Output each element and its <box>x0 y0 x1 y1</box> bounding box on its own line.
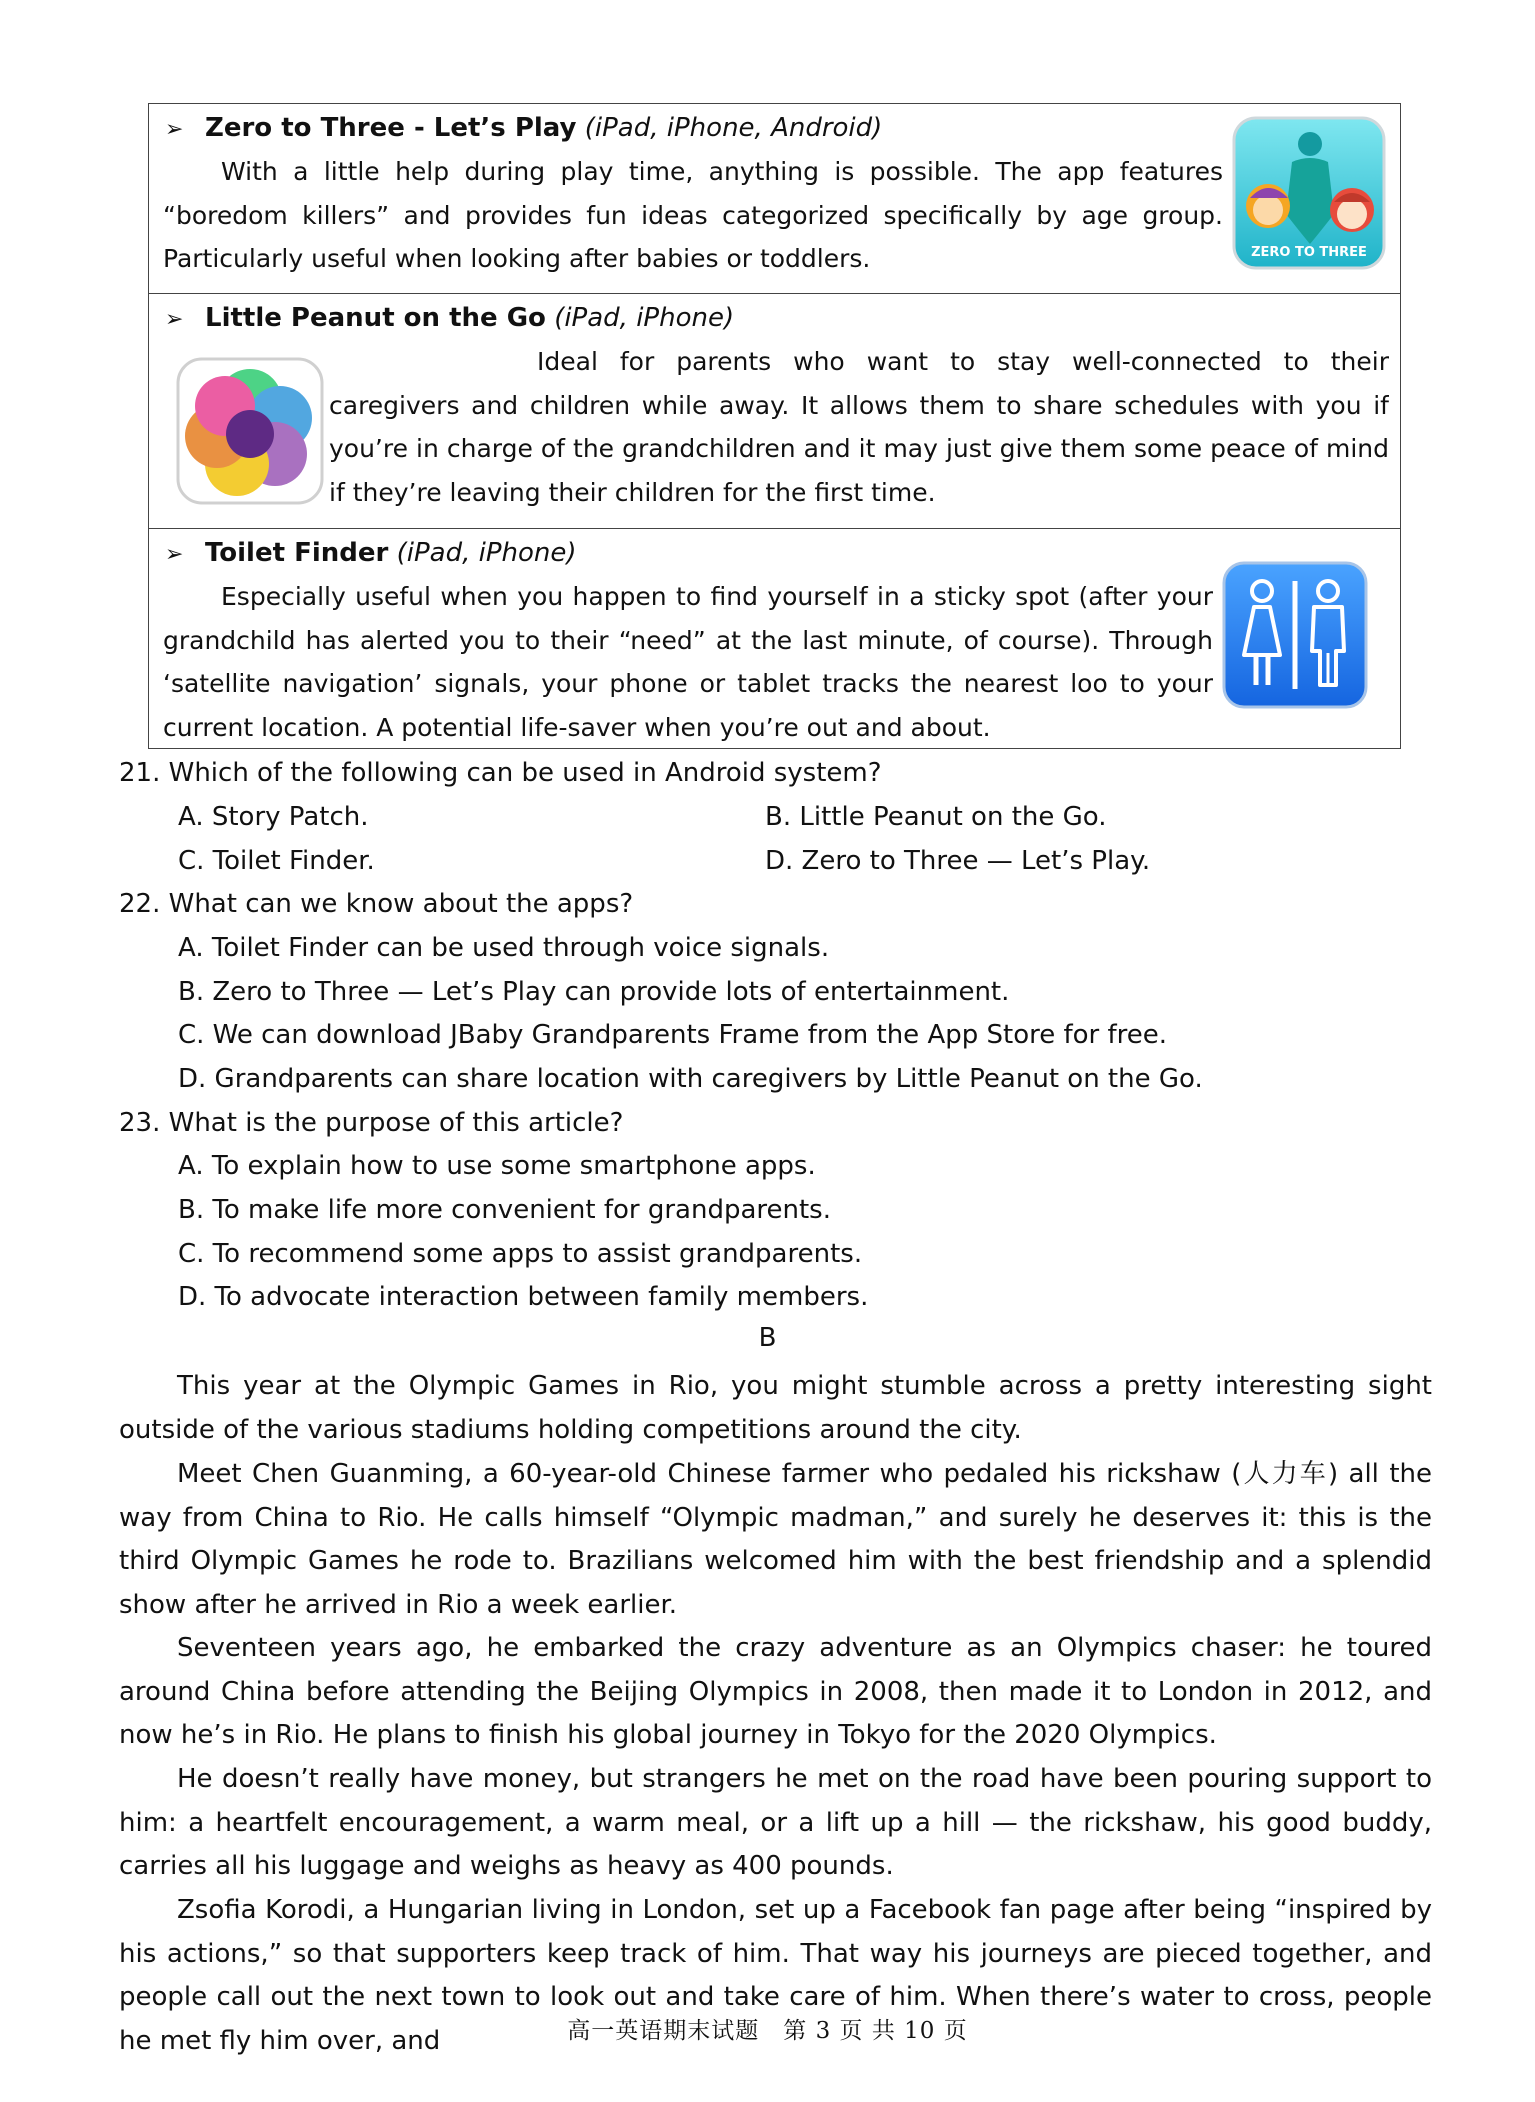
zero-to-three-icon-label: ZERO TO THREE <box>1251 245 1367 260</box>
option-23-a: A. To explain how to use some smartphone apps. <box>178 1151 816 1181</box>
passage-paragraph-4: He doesn’t really have money, but strangers he met on the road have been pouring support to him: a heartfelt encouragement, a warm meal, or a lift up a hill — the rickshaw, his good buddy, carries all his luggage and weighs as heavy as 400 pounds. <box>119 1764 1432 1882</box>
arrow-bullet-icon: ➢ <box>165 307 184 332</box>
app-entry-little-peanut <box>149 293 1400 528</box>
zero-to-three-app-icon <box>1230 114 1388 274</box>
app-description: Especially useful when you happen to find yourself in a sticky spot (after your grandchild has alerted you to their “need” at the last minute, of course). Through ‘satellite navigation’ signals, your phone or tablet tracks the nearest loo to your current location. A potential life-saver when you’re out and about. <box>163 582 1213 742</box>
passage-paragraph-3: Seventeen years ago, he embarked the crazy adventure as an Olympics chaser: he toured around China before attending the Beijing Olympics in 2008, then made it to London in 2012, and now he’s in Rio. He plans to finish his global journey in Tokyo for the 2020 Olympics. <box>119 1633 1432 1751</box>
app-platform: (iPad, iPhone, Android) <box>584 113 883 143</box>
app-description: Ideal for parents who want to stay well-connected to their caregivers and children while away. It allows them to share schedules with you if you’re in charge of the grandchildren and it may just give them some peace of mind if they’re leaving their children for the first time. <box>329 347 1389 507</box>
question-23: 23. What is the purpose of this article? <box>119 1108 624 1138</box>
arrow-bullet-icon: ➢ <box>165 117 184 142</box>
page-footer: 高一英语期末试题 第 3 页 共 10 页 <box>567 2018 968 2044</box>
option-21-c: C. Toilet Finder. <box>178 846 375 876</box>
app-platform: (iPad, iPhone) <box>554 303 735 333</box>
passage-paragraph-1: This year at the Olympic Games in Rio, you might stumble across a pretty interesting sight outside of the various stadiums holding competitions around the city. <box>119 1371 1432 1445</box>
option-21-a: A. Story Patch. <box>178 802 369 832</box>
app-heading <box>165 535 577 573</box>
app-name: Little Peanut on the Go <box>205 303 546 333</box>
option-22-b: B. Zero to Three — Let’s Play can provide lots of entertainment. <box>178 977 1010 1007</box>
app-entry-toilet-finder <box>149 528 1400 748</box>
passage-paragraph-5: Zsofia Korodi, a Hungarian living in London, set up a Facebook fan page after being “inspired by his actions,” so that supporters keep track of him. That way his journeys are pieced together, and people call out the next town to look out and take care of him. When there’s water to cross, people he met fly him over, and <box>119 1895 1432 2057</box>
arrow-bullet-icon: ➢ <box>165 542 184 567</box>
app-heading <box>165 110 882 148</box>
option-21-d: D. Zero to Three — Let’s Play. <box>765 846 1151 876</box>
app-platform: (iPad, iPhone) <box>396 538 577 568</box>
app-description: With a little help during play time, anything is possible. The app features “boredom killers” and provides fun ideas categorized specifically by age group. Particularly useful when looking after babies or toddlers. <box>163 157 1223 273</box>
app-name: Toilet Finder <box>205 538 389 568</box>
app-name: Zero to Three - Let’s Play <box>205 113 577 143</box>
section-heading-b: B <box>758 1323 777 1353</box>
question-21: 21. Which of the following can be used in Android system? <box>119 758 882 788</box>
option-21-b: B. Little Peanut on the Go. <box>765 802 1107 832</box>
app-entry-zero-to-three <box>149 104 1400 293</box>
option-23-c: C. To recommend some apps to assist grandparents. <box>178 1239 863 1269</box>
apps-table <box>148 103 1401 749</box>
little-peanut-app-icon <box>175 356 325 506</box>
option-22-d: D. Grandparents can share location with caregivers by Little Peanut on the Go. <box>178 1064 1203 1094</box>
app-heading <box>165 300 734 338</box>
option-23-b: B. To make life more convenient for grandparents. <box>178 1195 831 1225</box>
question-22: 22. What can we know about the apps? <box>119 889 634 919</box>
passage-paragraph-2: Meet Chen Guanming, a 60-year-old Chinese farmer who pedaled his rickshaw (人力车) all the way from China to Rio. He calls himself “Olympic madman,” and surely he deserves it: this is the third Olympic Games he rode to. Brazilians welcomed him with the best friendship and a splendid show after he arrived in Rio a week earlier. <box>119 1459 1432 1621</box>
option-22-a: A. Toilet Finder can be used through voice signals. <box>178 933 830 963</box>
toilet-finder-app-icon <box>1220 559 1370 711</box>
option-23-d: D. To advocate interaction between family members. <box>178 1282 869 1312</box>
option-22-c: C. We can download JBaby Grandparents Frame from the App Store for free. <box>178 1020 1168 1050</box>
